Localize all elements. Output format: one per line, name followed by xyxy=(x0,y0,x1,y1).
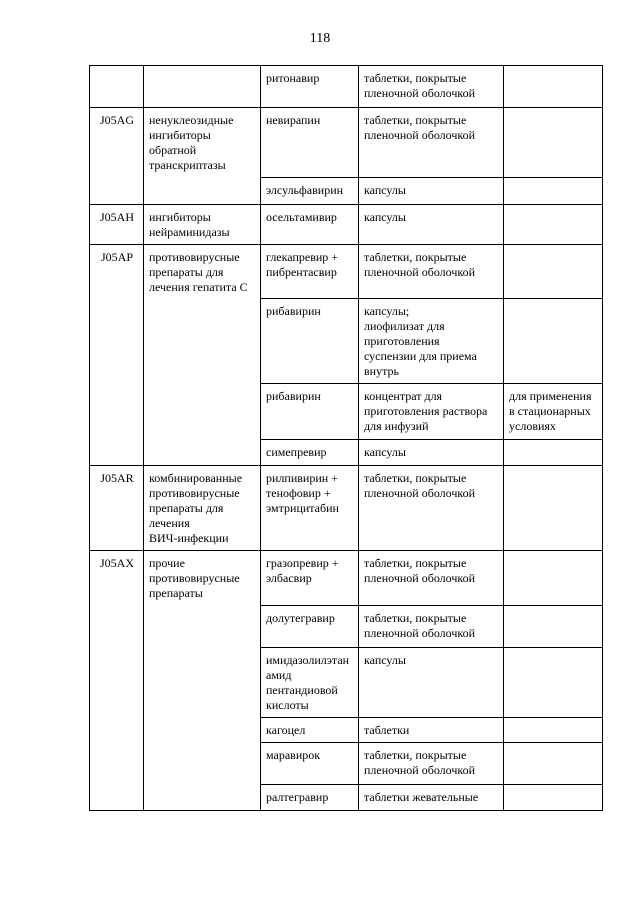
group-cell: противовирусные препараты для лечения гепатита С xyxy=(144,245,261,466)
note-cell xyxy=(504,718,603,743)
medication-table xyxy=(89,65,603,811)
table-row xyxy=(90,245,603,299)
dosage-form-cell: концентрат для приготовления раствора для инфузий xyxy=(359,384,504,440)
dosage-form-cell: капсулы; лиофилизат для приготовления суспензии для приема внутрь xyxy=(359,299,504,384)
group-cell: комбинированные противовирусные препараты для лечения ВИЧ-инфекции xyxy=(144,466,261,551)
dosage-form-cell: таблетки, покрытые пленочной оболочкой xyxy=(359,606,504,648)
drug-cell: элсульфавирин xyxy=(261,178,359,205)
drug-cell: рибавирин xyxy=(261,384,359,440)
dosage-form-cell: капсулы xyxy=(359,205,504,245)
note-cell xyxy=(504,440,603,466)
table-row xyxy=(90,466,603,551)
note-cell xyxy=(504,551,603,606)
dosage-form-cell: таблетки, покрытые пленочной оболочкой xyxy=(359,551,504,606)
atc-code-cell: J05AH xyxy=(90,205,144,245)
drug-cell: имидазолилэтан амид пентандиовой кислоты xyxy=(261,648,359,718)
note-cell xyxy=(504,299,603,384)
table-row xyxy=(90,108,603,178)
dosage-form-cell: капсулы xyxy=(359,440,504,466)
atc-code-cell: J05AP xyxy=(90,245,144,466)
dosage-form-cell: таблетки xyxy=(359,718,504,743)
table-row xyxy=(90,66,603,108)
group-cell: прочие противовирусные препараты xyxy=(144,551,261,811)
drug-cell: глекапревир + пибрентасвир xyxy=(261,245,359,299)
group-cell: ненуклеозидные ингибиторы обратной транскриптазы xyxy=(144,108,261,205)
drug-cell: ритонавир xyxy=(261,66,359,108)
atc-code-cell xyxy=(90,66,144,108)
dosage-form-cell: таблетки, покрытые пленочной оболочкой xyxy=(359,245,504,299)
dosage-form-cell: капсулы xyxy=(359,648,504,718)
note-cell xyxy=(504,245,603,299)
drug-cell: рилпивирин + тенофовир + эмтрицитабин xyxy=(261,466,359,551)
note-cell xyxy=(504,66,603,108)
note-cell xyxy=(504,606,603,648)
atc-code-cell: J05AG xyxy=(90,108,144,205)
drug-cell: кагоцел xyxy=(261,718,359,743)
note-cell xyxy=(504,108,603,178)
atc-code-cell: J05AX xyxy=(90,551,144,811)
drug-cell: маравирок xyxy=(261,743,359,785)
drug-cell: гразопревир + элбасвир xyxy=(261,551,359,606)
drug-cell: невирапин xyxy=(261,108,359,178)
dosage-form-cell: таблетки, покрытые пленочной оболочкой xyxy=(359,66,504,108)
page-number: 118 xyxy=(309,31,331,46)
note-cell xyxy=(504,785,603,811)
note-cell xyxy=(504,205,603,245)
group-cell: ингибиторы нейраминидазы xyxy=(144,205,261,245)
drug-cell: симепревир xyxy=(261,440,359,466)
table-row xyxy=(90,551,603,606)
note-cell: для применения в стационарных условиях xyxy=(504,384,603,440)
note-cell xyxy=(504,743,603,785)
note-cell xyxy=(504,466,603,551)
dosage-form-cell: таблетки жевательные xyxy=(359,785,504,811)
drug-cell: рибавирин xyxy=(261,299,359,384)
note-cell xyxy=(504,648,603,718)
table-row xyxy=(90,205,603,245)
dosage-form-cell: таблетки, покрытые пленочной оболочкой xyxy=(359,466,504,551)
note-cell xyxy=(504,178,603,205)
group-cell xyxy=(144,66,261,108)
dosage-form-cell: таблетки, покрытые пленочной оболочкой xyxy=(359,743,504,785)
drug-cell: ралтегравир xyxy=(261,785,359,811)
dosage-form-cell: таблетки, покрытые пленочной оболочкой xyxy=(359,108,504,178)
atc-code-cell: J05AR xyxy=(90,466,144,551)
drug-cell: долутегравир xyxy=(261,606,359,648)
drug-cell: осельтамивир xyxy=(261,205,359,245)
dosage-form-cell: капсулы xyxy=(359,178,504,205)
